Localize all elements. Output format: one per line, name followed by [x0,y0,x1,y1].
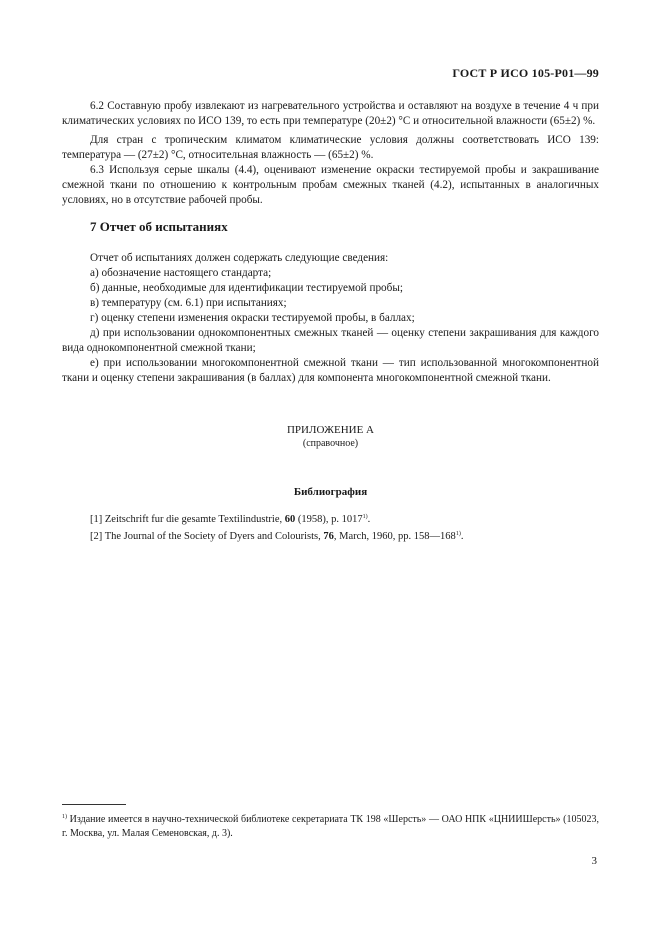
section-7-text [62,251,599,386]
document-code-header: ГОСТ Р ИСО 105-Р01—99 [452,66,599,80]
section-6-text [62,99,599,208]
report-item-g: г) оценку степени изменения окраски тестируемой пробы, в баллах; [90,312,415,324]
entry-source: The Journal of the Society of Dyers and Colourists, [104,531,321,542]
report-item-e: е) при использовании многокомпонентной смежной ткани — тип использованной многокомпонентной ткани и оценку степени закрашивания (в баллах) для компонента многокомпонентной смежной ткани. [62,357,599,384]
entry-number: [1] [90,514,103,525]
footnote-text: Издание имеется в научно-технической библиотеке секретариата ТК 198 «Шерсть» — ОАО НПК «ЦНИИШерсть» (105023, г. Москва, ул. Малая Семеновская, д. 3). [62,814,599,839]
report-intro: Отчет об испытаниях должен содержать следующие сведения: [90,252,389,264]
entry-volume: 60 [284,514,296,525]
paragraph-6-2: 6.2 Составную пробу извлекают из нагревательного устройства и оставляют на воздухе в течение 4 ч при климатических условиях по ИСО 139, то есть при температуре (20±2) °С и относительной влажности (65±2) %. [62,100,599,127]
bibliography-heading: Библиография [293,486,368,498]
appendix-subtitle: (справочное) [302,438,359,449]
entry-details: , March, 1960, pp. 158—168 [333,531,456,542]
entry-source: Zeitschrift fur die gesamte Textilindustrie, [104,514,283,525]
bibliography-list [90,510,463,544]
paragraph-tropical-climate: Для стран с тропическим климатом климатические условия должны соответствовать ИСО 139: температура — (27±2) °С, относительная влажность — (65±2) %. [62,134,599,161]
footnote-divider [62,804,126,805]
footnote-ref: 1) [455,531,461,537]
bibliography-entry-1 [90,510,463,527]
entry-end: . [460,531,464,542]
report-item-a: а) обозначение настоящего стандарта; [90,267,272,279]
footnote-ref: 1) [362,514,368,520]
page-number: 3 [591,855,597,867]
report-item-v: в) температуру (см. 6.1) при испытаниях; [90,297,287,309]
section-7-heading: 7 Отчет об испытаниях [90,219,228,234]
report-item-d: д) при использовании однокомпонентных смежных тканей — оценку степени закрашивания для каждого вида однокомпонентной смежной ткани; [62,327,599,354]
footnote [62,810,599,841]
appendix-title: ПРИЛОЖЕНИЕ А [286,424,374,436]
report-item-b: б) данные, необходимые для идентификации тестируемой пробы; [90,282,403,294]
entry-details: (1958), p. 1017 [297,514,363,525]
entry-end: . [367,514,371,525]
entry-volume: 76 [323,531,334,542]
entry-number: [2] [90,531,103,542]
footnote-marker: 1) [62,814,67,820]
paragraph-6-3: 6.3 Используя серые шкалы (4.4), оценивают изменение окраски тестируемой пробы и закрашивание смежной ткани по отношению к контрольным пробам смежных тканей (4.2), испытанных в аналогичных условиях, но в отсутствие рабочей пробы. [62,164,599,206]
bibliography-entry-2 [90,527,463,544]
